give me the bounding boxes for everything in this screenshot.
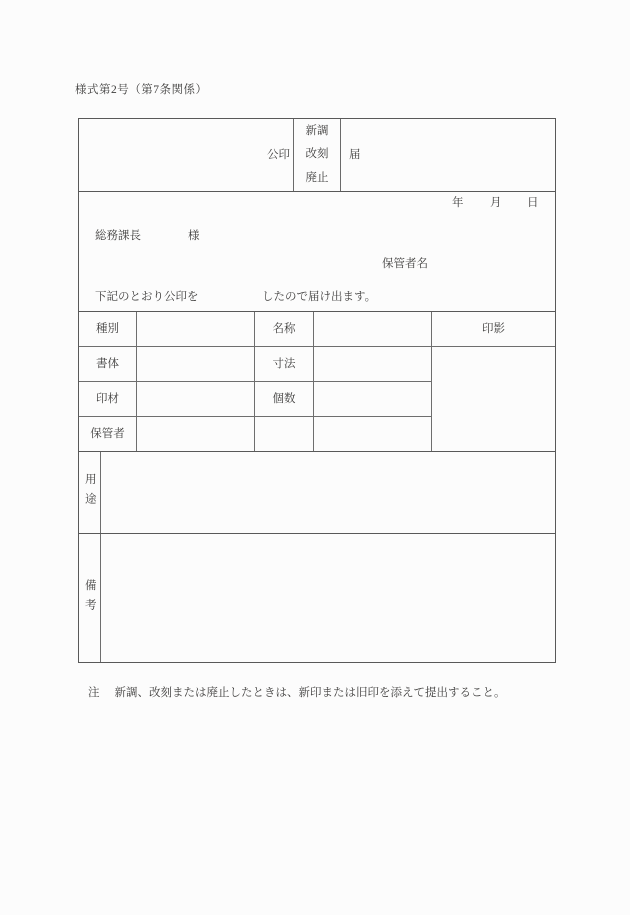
- day-label: 日: [527, 197, 539, 209]
- footnote: [88, 686, 506, 700]
- honorific-label: 様: [188, 230, 200, 242]
- label-type: 種別: [79, 312, 137, 347]
- remarks-row: [79, 534, 555, 662]
- header-section: [79, 192, 555, 312]
- action-option-new: 新調: [305, 125, 329, 137]
- title-row: [79, 119, 555, 192]
- action-option-reengrave: 改刻: [305, 148, 329, 161]
- field-dimensions: [314, 347, 432, 382]
- notification-label: 届: [349, 148, 361, 161]
- field-name: [314, 312, 432, 347]
- field-keeper: [137, 417, 255, 451]
- remarks-label: 備考: [83, 578, 96, 618]
- field-empty: [314, 417, 432, 451]
- label-dimensions: 寸法: [255, 347, 314, 382]
- keeper-name-label: 保管者名: [382, 258, 428, 270]
- seal-impression-area: [432, 347, 555, 451]
- action-options-box: [293, 119, 341, 191]
- label-seal-impression: 印影: [432, 312, 555, 347]
- remarks-label-cell: [79, 534, 101, 662]
- field-material: [137, 382, 255, 417]
- form-number: 様式第2号（第7条関係）: [75, 84, 208, 96]
- footnote-text: 新調、改刻または廃止したときは、新印または旧印を添えて提出すること。: [114, 687, 506, 699]
- purpose-field: [101, 452, 555, 533]
- notification-label-cell: [341, 119, 555, 191]
- label-material: 印材: [79, 382, 137, 417]
- body-text-before: 下記のとおり公印を: [95, 291, 199, 303]
- recipient-label: 総務課長: [95, 230, 141, 242]
- month-label: 月: [490, 197, 502, 209]
- field-typeface: [137, 347, 255, 382]
- label-empty: [255, 417, 314, 451]
- label-keeper: 保管者: [79, 417, 137, 451]
- seal-label: 公印: [267, 148, 290, 161]
- label-typeface: 書体: [79, 347, 137, 382]
- purpose-label-cell: [79, 452, 101, 533]
- label-quantity: 個数: [255, 382, 314, 417]
- purpose-label: 用途: [83, 473, 96, 512]
- remarks-field: [101, 534, 555, 662]
- purpose-row: [79, 452, 555, 534]
- seal-notification-form: [78, 118, 556, 663]
- action-option-abolish: 廃止: [305, 171, 329, 184]
- body-text-after: したので届け出ます。: [262, 291, 377, 303]
- seal-label-cell: [79, 119, 293, 191]
- label-name: 名称: [255, 312, 314, 347]
- detail-table: [79, 312, 555, 452]
- field-type: [137, 312, 255, 347]
- year-label: 年: [452, 197, 464, 209]
- field-quantity: [314, 382, 432, 417]
- footnote-marker: 注: [88, 687, 100, 699]
